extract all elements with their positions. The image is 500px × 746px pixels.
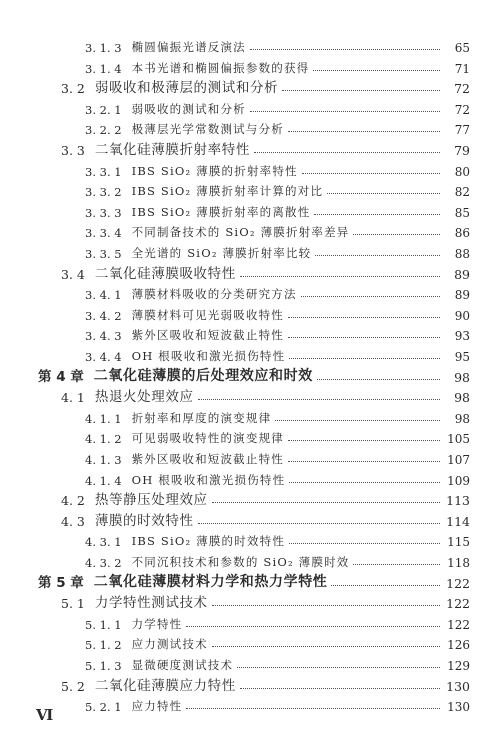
toc-entry-number: 5. 2 — [61, 678, 85, 694]
toc-entry-page: 105 — [447, 432, 470, 447]
toc-entry-page: 122 — [446, 575, 470, 591]
toc-entry[interactable] — [0, 651, 500, 673]
toc-entry[interactable] — [0, 239, 500, 261]
toc-entry[interactable] — [0, 486, 500, 508]
toc-entry[interactable] — [0, 198, 500, 220]
toc-entry-title: 二氧化硅薄膜的后处理效应和时效 — [93, 367, 313, 384]
toc-leader-dots — [186, 708, 440, 709]
toc-entry-number: 3. 1. 4 — [85, 61, 122, 76]
toc-entry-title: 二氧化硅薄膜应力特性 — [94, 677, 236, 694]
toc-entry-page: 77 — [454, 123, 470, 138]
toc-entry-number: 4. 1. 3 — [85, 453, 122, 467]
toc-entry[interactable] — [0, 383, 500, 405]
toc-entry-page: 122 — [447, 617, 470, 632]
toc-entry-page: 65 — [454, 41, 470, 55]
toc-entry-page: 98 — [454, 411, 470, 426]
toc-entry-page: 88 — [454, 247, 470, 261]
toc-entry-page: 86 — [454, 226, 470, 241]
toc-leader-dots — [289, 543, 440, 544]
toc-leader-dots — [250, 111, 440, 112]
toc-entry[interactable] — [0, 321, 500, 343]
toc-entry-page: 82 — [454, 185, 470, 200]
toc-leader-dots — [254, 152, 440, 153]
toc-leader-dots — [288, 317, 440, 318]
toc-entry-number: 3. 4 — [61, 266, 85, 282]
toc-entry-title: 不同制备技术的 SiO₂ 薄膜折射率差异 — [131, 225, 350, 240]
toc-entry-number: 3. 3 — [61, 143, 85, 158]
toc-entry-number: 3. 3. 3 — [85, 205, 122, 220]
toc-entry-page: 80 — [454, 164, 470, 179]
toc-entry-title: IBS SiO₂ 薄膜折射率计算的对比 — [131, 184, 324, 199]
toc-entry[interactable] — [0, 301, 500, 323]
toc-leader-dots — [288, 131, 440, 132]
toc-leader-dots — [275, 420, 440, 421]
toc-entry-title: 极薄层光学常数测试与分析 — [131, 122, 284, 137]
toc-entry-title: 应力测试技术 — [131, 637, 208, 652]
toc-entry[interactable] — [0, 692, 500, 714]
toc-entry-title: 可见弱吸收特性的演变规律 — [131, 431, 284, 446]
toc-entry-number: 5. 1. 1 — [85, 617, 122, 632]
toc-entry-title: 薄膜材料吸收的分类研究方法 — [131, 287, 297, 302]
toc-entry-title: 二氧化硅薄膜折射率特性 — [94, 142, 250, 158]
toc-entry[interactable] — [0, 672, 500, 694]
toc-entry-title: 弱吸收的测试和分析 — [131, 101, 246, 116]
toc-entry-number: 第 5 章 — [38, 574, 84, 591]
toc-entry-page: 98 — [454, 390, 470, 406]
toc-entry[interactable] — [0, 260, 500, 282]
toc-entry-title: 热等静压处理效应 — [94, 492, 208, 509]
toc-entry-page: 89 — [454, 288, 470, 303]
toc-leader-dots — [353, 564, 440, 565]
toc-leader-dots — [198, 399, 440, 400]
toc-entry-page: 107 — [447, 453, 470, 467]
toc-entry[interactable] — [0, 363, 500, 385]
toc-entry-page: 72 — [454, 81, 470, 97]
toc-entry-number: 3. 2 — [61, 81, 85, 97]
toc-leader-dots — [313, 70, 440, 71]
toc-entry-title: 全光谱的 SiO₂ 薄膜折射率比较 — [131, 246, 312, 260]
toc-entry-number: 3. 3. 5 — [85, 247, 122, 261]
toc-entry[interactable] — [0, 280, 500, 302]
toc-leader-dots — [250, 49, 440, 50]
toc-leader-dots — [288, 440, 440, 441]
toc-entry-page: 85 — [454, 205, 470, 220]
toc-entry[interactable] — [0, 74, 500, 96]
toc-leader-dots — [212, 646, 440, 647]
toc-entry-number: 4. 3. 2 — [85, 556, 122, 570]
toc-entry-number: 4. 3 — [61, 513, 85, 529]
toc-entry-title: IBS SiO₂ 薄膜的时效特性 — [131, 534, 286, 549]
toc-entry[interactable] — [0, 136, 500, 158]
toc-entry-page: 93 — [454, 329, 470, 344]
toc-leader-dots — [288, 461, 440, 462]
toc-entry-title: 紫外区吸收和短波截止特性 — [131, 452, 284, 466]
toc-entry[interactable] — [0, 157, 500, 179]
toc-entry-number: 5. 2. 1 — [85, 700, 122, 715]
toc-leader-dots — [317, 379, 440, 380]
toc-entry-title: 力学特性 — [131, 616, 183, 631]
toc-leader-dots — [301, 296, 440, 297]
toc-entry-number: 5. 1. 3 — [85, 659, 122, 673]
toc-entry-title: 二氧化硅薄膜吸收特性 — [94, 265, 236, 282]
toc-entry-page: 126 — [447, 638, 470, 653]
toc-entry-page: 79 — [454, 143, 470, 158]
toc-entry-title: 热退火处理效应 — [94, 389, 194, 406]
toc-entry-page: 118 — [447, 556, 470, 570]
toc-entry-number: 3. 3. 1 — [85, 164, 122, 179]
toc-entry[interactable] — [0, 630, 500, 652]
toc-entry-title: 紫外区吸收和短波截止特性 — [131, 328, 284, 343]
toc-entry-page: 115 — [447, 535, 470, 550]
toc-entry[interactable] — [0, 177, 500, 199]
toc-entry-number: 4. 3. 1 — [85, 535, 122, 550]
toc-entry-page: 114 — [446, 513, 470, 529]
toc-entry-title: 本书光谱和椭圆偏振参数的获得 — [131, 60, 310, 75]
toc-entry[interactable] — [0, 610, 500, 632]
toc-entry-number: 3. 1. 3 — [85, 41, 122, 55]
toc-entry-number: 3. 4. 1 — [85, 288, 122, 303]
toc-entry-number: 第 4 章 — [38, 368, 84, 385]
toc-entry[interactable] — [0, 33, 500, 55]
toc-leader-dots — [212, 605, 440, 606]
toc-entry-title: 不同沉积技术和参数的 SiO₂ 薄膜时效 — [131, 555, 350, 569]
toc-leader-dots — [282, 90, 440, 91]
toc-entry[interactable] — [0, 218, 500, 240]
toc-entry-title: 折射率和厚度的演变规律 — [131, 410, 272, 425]
toc-entry-page: 98 — [454, 369, 470, 385]
toc-leader-dots — [212, 502, 440, 503]
toc-leader-dots — [331, 585, 440, 586]
toc-entry-title: 显微硬度测试技术 — [131, 658, 234, 672]
toc-entry[interactable] — [0, 115, 500, 137]
toc-entry[interactable] — [0, 424, 500, 446]
toc-entry-number: 5. 1. 2 — [85, 638, 122, 653]
toc-entry-title: IBS SiO₂ 薄膜折射率的离散性 — [131, 204, 311, 219]
toc-entry[interactable] — [0, 527, 500, 549]
toc-leader-dots — [240, 276, 440, 277]
toc-entry-number: 3. 4. 3 — [85, 329, 122, 344]
toc-entry-number: 3. 4. 4 — [85, 350, 122, 364]
toc-entry-title: 椭圆偏振光谱反演法 — [131, 40, 246, 54]
toc-entry-page: 72 — [454, 102, 470, 117]
toc-leader-dots — [327, 193, 440, 194]
toc-entry-number: 3. 3. 4 — [85, 226, 122, 241]
toc-leader-dots — [198, 523, 440, 524]
toc-entry-page: 71 — [454, 61, 470, 76]
toc-entry[interactable] — [0, 466, 500, 488]
toc-entry-number: 4. 1 — [61, 390, 85, 406]
toc-entry-page: 130 — [447, 700, 470, 715]
toc-entry-title: OH 根吸收和激光损伤特性 — [131, 349, 286, 363]
toc-entry[interactable] — [0, 507, 500, 529]
toc-entry[interactable] — [0, 342, 500, 364]
toc-entry-number: 3. 2. 1 — [85, 102, 122, 117]
toc-leader-dots — [353, 234, 440, 235]
toc-leader-dots — [302, 173, 440, 174]
toc-leader-dots — [237, 667, 440, 668]
toc-entry[interactable] — [0, 54, 500, 76]
toc-leader-dots — [186, 626, 440, 627]
toc-leader-dots — [289, 358, 440, 359]
toc-entry-page: 95 — [454, 350, 470, 364]
toc-entry-number: 5. 1 — [61, 596, 85, 612]
toc-entry-title: 力学特性测试技术 — [94, 595, 208, 612]
toc-entry-title: 二氧化硅薄膜材料力学和热力学特性 — [93, 573, 328, 590]
toc-entry-number: 4. 1. 4 — [85, 473, 122, 488]
toc-entry-number: 3. 3. 2 — [85, 185, 122, 200]
toc-leader-dots — [288, 337, 440, 338]
toc-leader-dots — [289, 482, 440, 483]
toc-entry-number: 3. 4. 2 — [85, 308, 122, 323]
toc-entry[interactable] — [0, 548, 500, 570]
toc-entry-number: 4. 2 — [61, 493, 85, 509]
toc-entry-number: 3. 2. 2 — [85, 123, 122, 138]
toc-entry-page: 129 — [447, 659, 470, 673]
toc-entry-title: 弱吸收和极薄层的测试和分析 — [94, 80, 279, 97]
toc-entry-page: 130 — [446, 678, 470, 694]
toc-entry-page: 122 — [446, 596, 470, 612]
toc-entry-page: 90 — [454, 308, 470, 323]
toc-entry-title: 应力特性 — [131, 699, 183, 714]
toc-entry-number: 4. 1. 2 — [85, 432, 122, 447]
toc-entry-title: 薄膜的时效特性 — [94, 512, 194, 529]
toc-entry-page: 89 — [454, 266, 470, 282]
toc-leader-dots — [240, 688, 440, 689]
toc-entry[interactable] — [0, 445, 500, 467]
toc-entry-number: 4. 1. 1 — [85, 411, 122, 426]
toc-entry-page: 113 — [446, 493, 470, 509]
toc-entry[interactable] — [0, 95, 500, 117]
toc-entry-title: IBS SiO₂ 薄膜的折射率特性 — [131, 163, 298, 178]
page-folio: Ⅵ — [36, 706, 54, 724]
toc-leader-dots — [314, 214, 440, 215]
toc-entry[interactable] — [0, 589, 500, 611]
toc-entry-title: 薄膜材料可见光弱吸收特性 — [131, 307, 284, 322]
toc-entry-page: 109 — [447, 473, 470, 488]
toc-entry[interactable] — [0, 569, 500, 591]
toc-entry[interactable] — [0, 404, 500, 426]
toc-leader-dots — [315, 255, 440, 256]
toc-entry-title: OH 根吸收和激光损伤特性 — [131, 472, 286, 487]
